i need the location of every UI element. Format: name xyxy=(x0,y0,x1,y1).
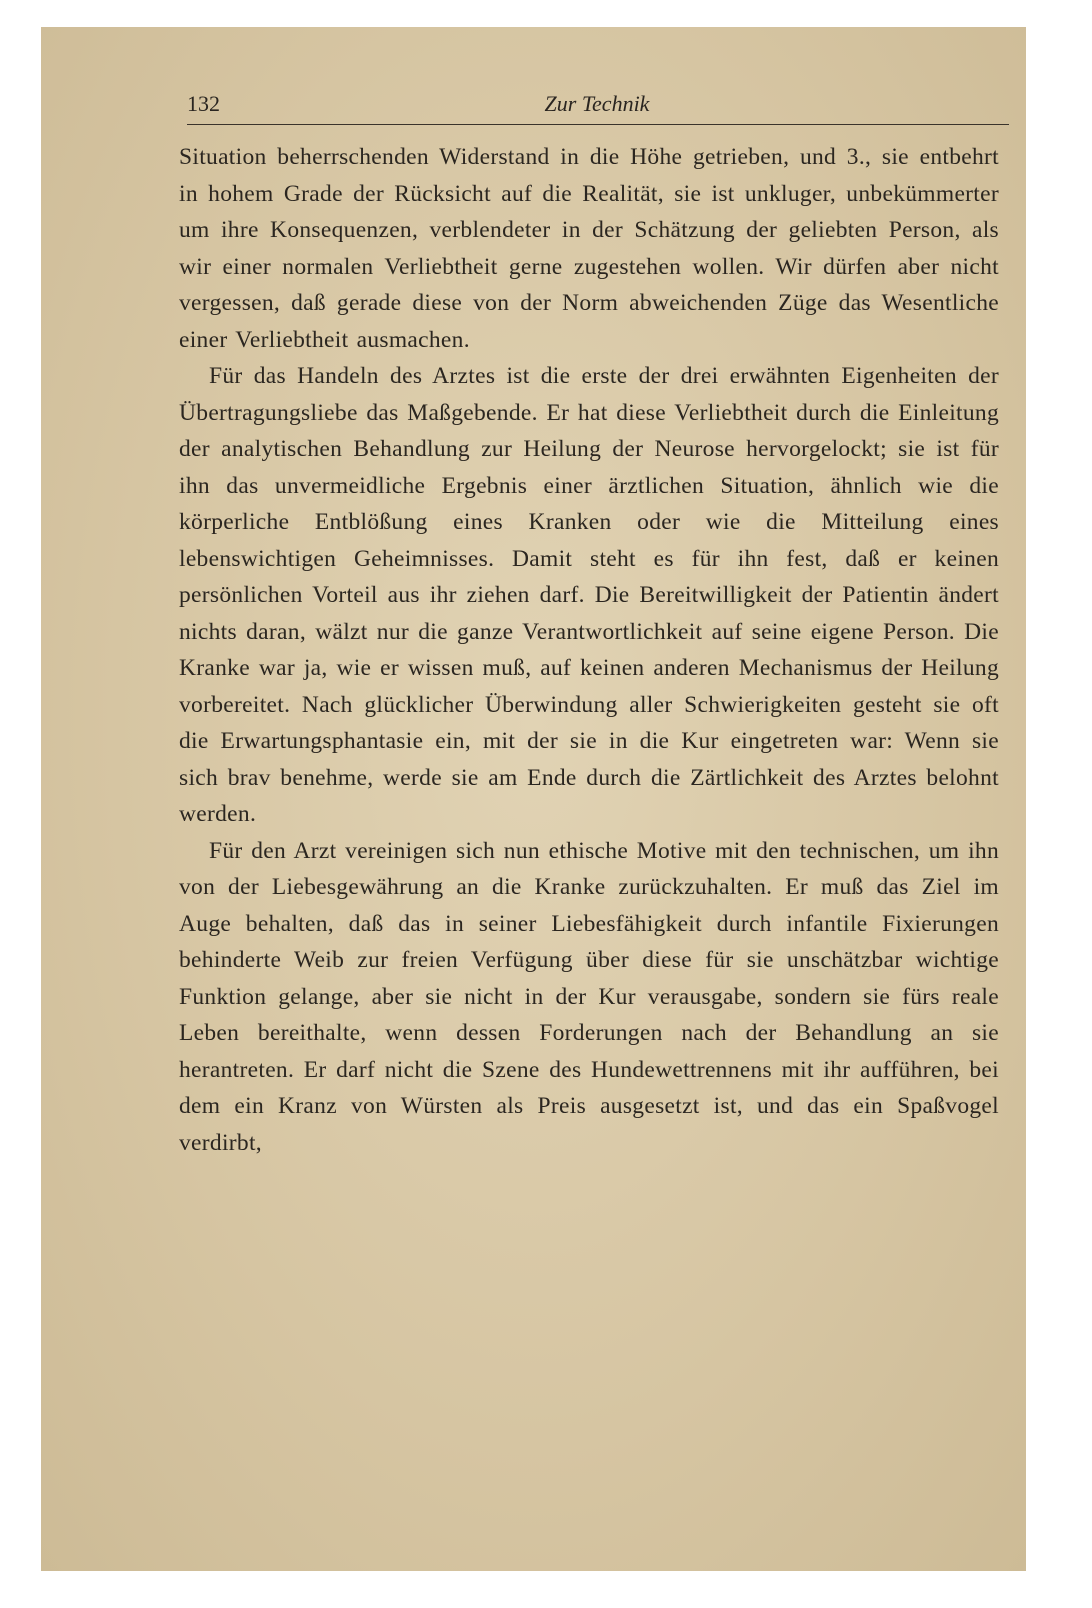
body-text xyxy=(179,139,999,1161)
running-title: Zur Technik xyxy=(544,91,650,116)
paragraph: Für den Arzt vereinigen sich nun ethische Motive mit den technischen, um ihn von der Liebesgewährung an die Kranke zurückzuhalten. Er muß das Ziel im Auge behalten, daß das in seiner Liebesfähigkeit durch infantile Fixierungen behinderte Weib zur freien Verfügung über diese für sie unschätzbar wichtige Funktion gelange, aber sie nicht in der Kur verausgabe, sondern sie fürs reale Leben bereithalte, wenn dessen Forderungen nach der Behandlung an sie herantreten. Er darf nicht die Szene des Hundewettrennens mit ihr aufführen, bei dem ein Kranz von Würsten als Preis ausgesetzt ist, und das ein Spaßvogel verdirbt, xyxy=(179,837,999,1156)
page-number: 132 xyxy=(187,91,220,116)
page-header xyxy=(187,91,1007,119)
paragraph: Für das Handeln des Arztes ist die erste der drei erwähnten Eigenheiten der Übertragungsliebe das Maßgebende. Er hat diese Verliebtheit durch die Einleitung der analytischen Behandlung zur Heilung der Neurose hervorgelockt; sie ist für ihn das unvermeidliche Ergebnis einer ärztlichen Situation, ähnlich wie die körperliche Entblößung eines Kranken oder wie die Mitteilung eines lebenswichtigen Geheimnisses. Damit steht es für ihn fest, daß er keinen persönlichen Vorteil aus ihr ziehen darf. Die Bereitwilligkeit der Patientin ändert nichts daran, wälzt nur die ganze Verantwortlichkeit auf seine eigene Person. Die Kranke war ja, wie er wissen muß, auf keinen anderen Mechanismus der Heilung vorbereitet. Nach glücklicher Überwindung aller Schwierigkeiten gesteht sie oft die Erwartungsphantasie ein, mit der sie in die Kur eingetreten war: Wenn sie sich brav benehme, werde sie am Ende durch die Zärtlichkeit des Arztes belohnt werden. xyxy=(179,363,999,827)
book-page xyxy=(41,27,1026,1571)
header-rule xyxy=(187,124,1009,125)
paragraph: Situation beherrschenden Widerstand in die Höhe getrieben, und 3., sie entbehrt in hohem Grade der Rücksicht auf die Realität, sie ist unkluger, unbekümmerter um ihre Konsequenzen, verblendeter in der Schätzung der geliebten Person, als wir einer normalen Verliebtheit gerne zugestehen wollen. Wir dürfen aber nicht vergessen, daß gerade diese von der Norm abweichenden Züge das Wesentliche einer Verliebtheit ausmachen. xyxy=(179,144,999,353)
